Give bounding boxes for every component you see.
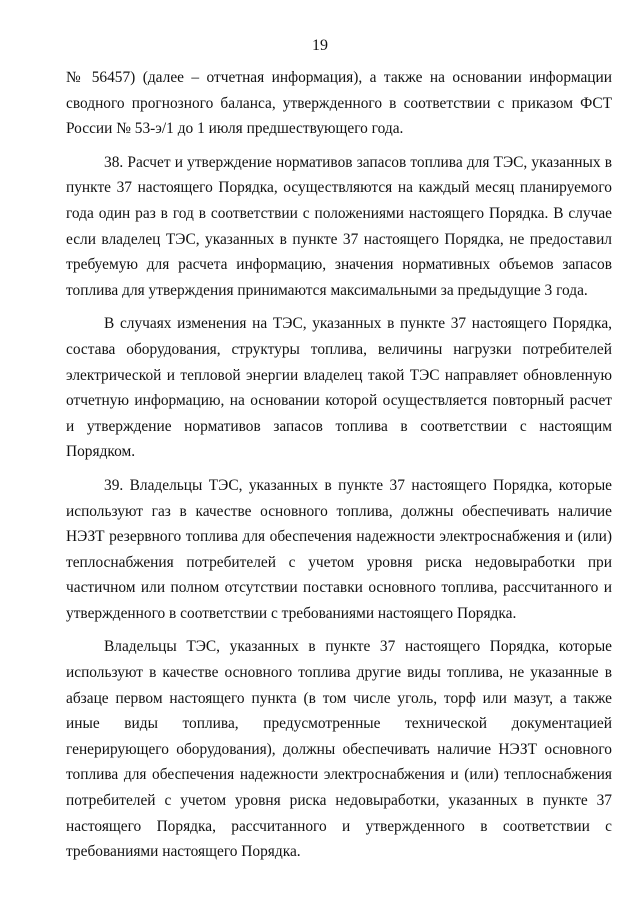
paragraph-continuation: № 56457) (далее – отчетная информация), а также на основании информации сводного прогнозного баланса, утвержденного в соответствии с приказом ФСТ России № 53-э/1 до 1 июля предшествующего года. xyxy=(66,69,612,138)
paragraph-changes: В случаях изменения на ТЭС, указанных в пункте 37 настоящего Порядка, состава оборудования, структуры топлива, величины нагрузки потребителей электрической и тепловой энергии владелец такой ТЭС направляет обновленную отчетную информацию, на основании которой осуществляется повторный расчет и утверждение нормативов запасов топлива в соответствии с настоящим Порядком. xyxy=(66,315,612,461)
paragraph-item-39: 39. Владельцы ТЭС, указанных в пункте 37 настоящего Порядка, которые используют газ в качестве основного топлива, должны обеспечивать наличие НЭЗТ резервного топлива для обеспечения надежности электроснабжения и (или) теплоснабжения потребителей с учетом уровня риска недовыработки при частичном или полном отсутствии поставки основного топлива, рассчитанного и утвержденного в соответствии с требованиями настоящего Порядка. xyxy=(66,476,612,622)
page-number: 19 xyxy=(312,37,328,54)
paragraph-owners-other-fuel: Владельцы ТЭС, указанных в пункте 37 настоящего Порядка, которые используют в качестве основного топлива другие виды топлива, не указанные в абзаце первом настоящего пункта (в том числе уголь, торф или мазут, а также иные виды топлива, предусмотренные технической документацией генерирующего оборудования), должны обеспечивать наличие НЭЗТ основного топлива для обеспечения надежности электроснабжения и (или) теплоснабжения потребителей с учетом уровня риска недовыработки, указанных в пункте 37 настоящего Порядка, рассчитанного и утвержденного в соответствии с требованиями настоящего Порядка. xyxy=(66,638,612,861)
document-body xyxy=(66,65,612,873)
paragraph-item-38: 38. Расчет и утверждение нормативов запасов топлива для ТЭС, указанных в пункте 37 настоящего Порядка, осуществляются на каждый месяц планируемого года один раз в год в соответствии с положениями настоящего Порядка. В случае если владелец ТЭС, указанных в пункте 37 настоящего Порядка, не предоставил требуемую для расчета информацию, значения нормативных объемов запасов топлива для утверждения принимаются максимальными за предыдущие 3 года. xyxy=(66,153,612,299)
